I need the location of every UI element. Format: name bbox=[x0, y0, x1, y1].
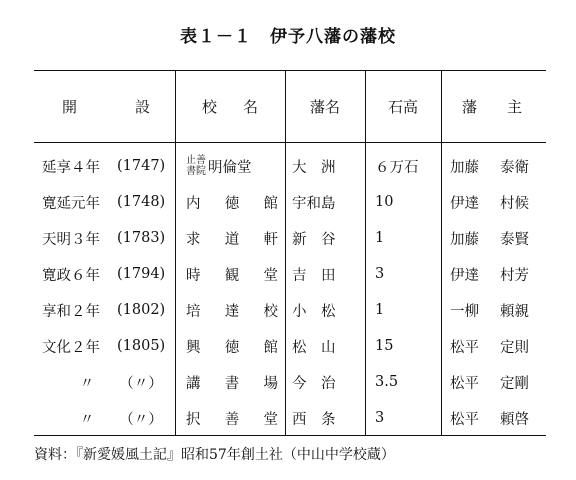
school-name-split: 止善 書院 bbox=[186, 155, 206, 177]
han-name: 大 洲 bbox=[292, 159, 336, 176]
header-kokudaka: 石高 bbox=[387, 98, 418, 116]
kaisetsu-year: (1805) bbox=[117, 338, 166, 354]
source-note: 資料：『新愛媛風土記』昭和57年創土社（中山中学校蔵） bbox=[34, 447, 395, 463]
lord-given-name: 定則 bbox=[500, 339, 529, 356]
kaisetsu-year: (1794) bbox=[117, 266, 166, 282]
kaisetsu-era: 延享４年 bbox=[42, 159, 100, 176]
lord-family: 伊達 bbox=[450, 267, 479, 284]
table-row bbox=[34, 184, 546, 220]
lord-given-name: 泰賢 bbox=[500, 231, 529, 248]
kaisetsu-era: 寛延元年 bbox=[42, 195, 100, 212]
school-name: 止善 書院 明倫堂 bbox=[186, 155, 252, 177]
lord-given-name: 頼啓 bbox=[500, 411, 529, 428]
lord-given-name: 定剛 bbox=[500, 375, 529, 392]
lord-given-name: 泰衛 bbox=[500, 159, 529, 176]
table-row bbox=[34, 220, 546, 256]
kokudaka-value: 1 bbox=[375, 302, 385, 318]
kokudaka-value: 3 bbox=[375, 266, 385, 282]
header-kaisetsu: 開 設 bbox=[62, 98, 150, 116]
table-title: 表１－１ 伊予八藩の藩校 bbox=[180, 27, 396, 47]
lord-given-name: 頼親 bbox=[500, 303, 529, 320]
header-hanshu: 藩 主 bbox=[462, 98, 522, 116]
table-row bbox=[34, 148, 546, 184]
table-row bbox=[34, 328, 546, 364]
lord-family: 加藤 bbox=[450, 159, 479, 176]
lord-given-name: 村候 bbox=[500, 195, 529, 212]
kokudaka-value: ６万石 bbox=[375, 159, 419, 176]
school-name: 内 徳 館 bbox=[186, 195, 278, 212]
header-koumei: 校 名 bbox=[202, 98, 258, 116]
kokudaka-value: 3 bbox=[375, 410, 385, 426]
kaisetsu-year: (1747) bbox=[117, 158, 166, 174]
kaisetsu-year: （〃） bbox=[119, 411, 163, 428]
han-name: 吉 田 bbox=[292, 267, 336, 284]
kaisetsu-era: 〃 bbox=[79, 411, 95, 428]
table-row bbox=[34, 364, 546, 400]
school-name: 培 達 校 bbox=[186, 303, 278, 320]
kokudaka-value: 3.5 bbox=[375, 374, 399, 390]
kaisetsu-era: 寛政６年 bbox=[42, 267, 100, 284]
kaisetsu-year: (1802) bbox=[117, 302, 166, 318]
lord-family: 伊達 bbox=[450, 195, 479, 212]
han-name: 西 条 bbox=[292, 411, 336, 428]
lord-family: 松平 bbox=[450, 339, 479, 356]
school-name: 求 道 軒 bbox=[186, 231, 278, 248]
kaisetsu-era: 文化２年 bbox=[42, 339, 100, 356]
school-name: 択 善 堂 bbox=[186, 411, 278, 428]
kaisetsu-year: (1748) bbox=[117, 194, 166, 210]
kokudaka-value: 1 bbox=[375, 230, 385, 246]
kaisetsu-era: 〃 bbox=[79, 375, 95, 392]
lord-family: 松平 bbox=[450, 411, 479, 428]
table-row bbox=[34, 292, 546, 328]
header-divider bbox=[34, 142, 546, 143]
han-name: 今 治 bbox=[292, 375, 336, 392]
kaisetsu-year: (1783) bbox=[117, 230, 166, 246]
kaisetsu-era: 享和２年 bbox=[42, 303, 100, 320]
han-name: 宇和島 bbox=[292, 195, 336, 212]
lord-family: 一柳 bbox=[450, 303, 479, 320]
kaisetsu-year: （〃） bbox=[119, 375, 163, 392]
school-name: 時 観 堂 bbox=[186, 267, 278, 284]
lord-family: 松平 bbox=[450, 375, 479, 392]
kokudaka-value: 15 bbox=[375, 338, 394, 354]
table-row bbox=[34, 400, 546, 436]
table-row bbox=[34, 256, 546, 292]
kokudaka-value: 10 bbox=[375, 194, 394, 210]
kaisetsu-era: 天明３年 bbox=[42, 231, 100, 248]
han-name: 松 山 bbox=[292, 339, 336, 356]
han-name: 新 谷 bbox=[292, 231, 336, 248]
header-hanmei: 藩名 bbox=[309, 98, 340, 116]
hanko-table bbox=[34, 70, 546, 436]
school-name: 講 書 場 bbox=[186, 375, 278, 392]
lord-family: 加藤 bbox=[450, 231, 479, 248]
school-name: 興 徳 館 bbox=[186, 339, 278, 356]
han-name: 小 松 bbox=[292, 303, 336, 320]
lord-given-name: 村芳 bbox=[500, 267, 529, 284]
